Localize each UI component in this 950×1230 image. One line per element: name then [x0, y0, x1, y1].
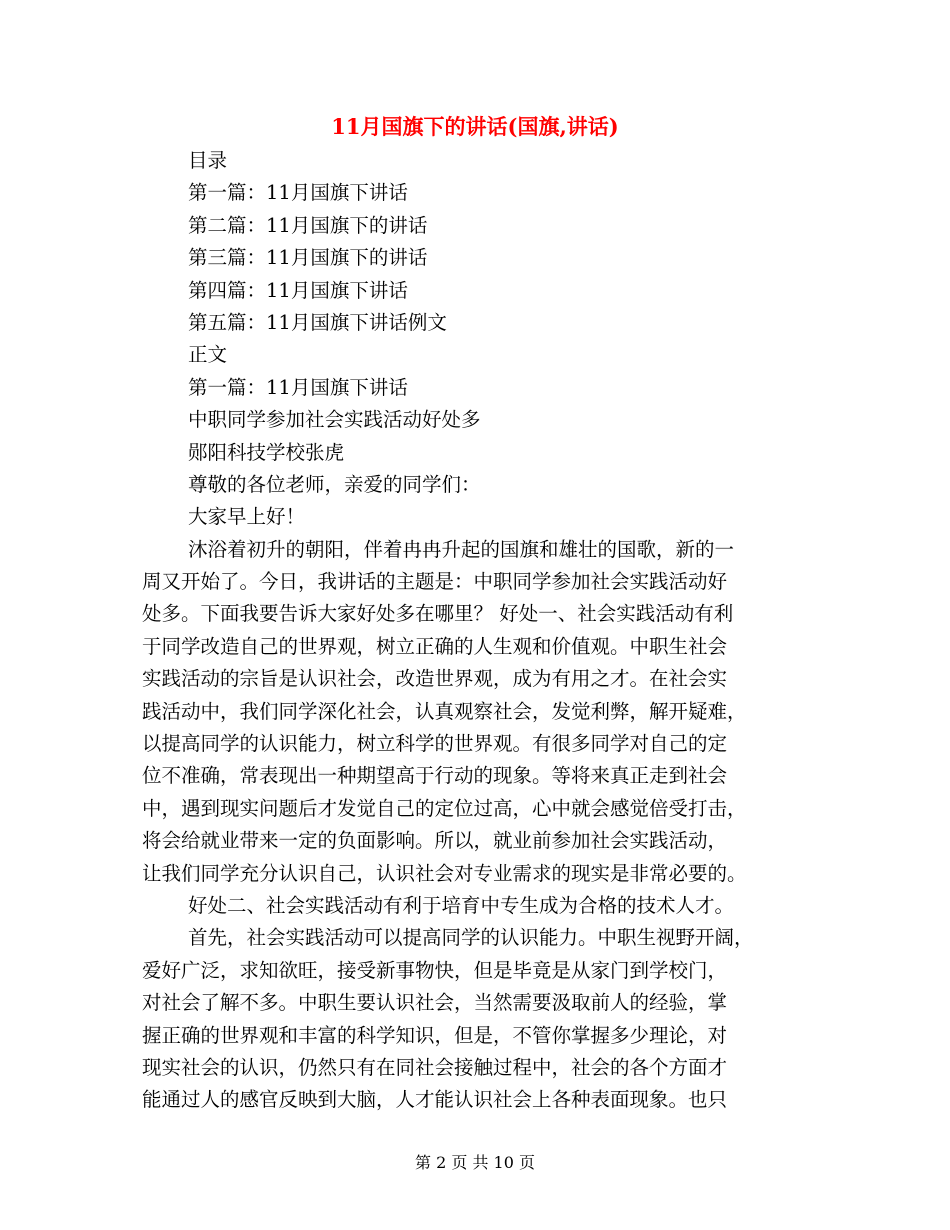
body-line: 爱好广泛，求知欲旺，接受新事物快，但是毕竟是从家门到学校门， [142, 958, 728, 982]
body-line: 让我们同学充分认识自己，认识社会对专业需求的现实是非常必要的。 [142, 861, 747, 885]
body-line: 现实社会的认识，仍然只有在同社会接触过程中，社会的各个方面才 [142, 1055, 728, 1079]
body-line: 正文 [188, 343, 228, 367]
body-line: 第三篇：11月国旗下的讲话 [188, 246, 428, 270]
body-line: 第一篇：11月国旗下讲话 [188, 375, 408, 399]
body-line: 尊敬的各位老师，亲爱的同学们： [188, 472, 481, 496]
body-line: 中职同学参加社会实践活动好处多 [188, 408, 481, 432]
body-line: 于同学改造自己的世界观，树立正确的人生观和价值观。中职生社会 [142, 634, 728, 658]
body-line: 第一篇：11月国旗下讲话 [188, 181, 408, 205]
body-line: 践活动中，我们同学深化社会，认真观察社会，发觉利弊，解开疑难， [142, 699, 747, 723]
body-line: 大家早上好！ [188, 505, 306, 529]
body-line: 好处二、社会实践活动有利于培育中专生成为合格的技术人才。 [188, 893, 735, 917]
page-footer: 第 2 页 共 10 页 [415, 1153, 535, 1172]
body-line: 沐浴着初升的朝阳，伴着冉冉升起的国旗和雄壮的国歌，新的一 [188, 537, 735, 561]
body-line: 目录 [188, 149, 228, 172]
body-line: 第四篇：11月国旗下讲话 [188, 278, 408, 302]
document-body [142, 145, 807, 1117]
body-line: 对社会了解不多。中职生要认识社会，当然需要汲取前人的经验，掌 [142, 991, 728, 1015]
body-line: 实践活动的宗旨是认识社会，改造世界观，成为有用之才。在社会实 [142, 667, 728, 691]
body-line: 将会给就业带来一定的负面影响。所以，就业前参加社会实践活动， [142, 829, 728, 853]
body-line: 周又开始了。今日，我讲话的主题是：中职同学参加社会实践活动好 [142, 570, 728, 594]
body-line: 中，遇到现实问题后才发觉自己的定位过高，心中就会感觉倍受打击， [142, 796, 747, 820]
body-line: 第五篇：11月国旗下讲话例文 [188, 310, 447, 334]
body-line: 位不准确，常表现出一种期望高于行动的现象。等将来真正走到社会 [142, 764, 728, 788]
body-line: 处多。下面我要告诉大家好处多在哪里？ 好处一、社会实践活动有利 [142, 602, 734, 626]
body-line: 握正确的世界观和丰富的科学知识，但是，不管你掌握多少理论，对 [142, 1023, 728, 1047]
body-line: 首先，社会实践活动可以提高同学的认识能力。中职生视野开阔， [188, 926, 754, 950]
document-title: 11月国旗下的讲话(国旗,讲话) [331, 114, 619, 139]
body-line: 郧阳科技学校张虎 [188, 440, 345, 464]
body-line: 第二篇：11月国旗下的讲话 [188, 213, 428, 237]
body-line: 能通过人的感官反映到大脑，人才能认识社会上各种表面现象。也只 [142, 1088, 728, 1112]
body-line: 以提高同学的认识能力，树立科学的世界观。有很多同学对自己的定 [142, 732, 728, 756]
